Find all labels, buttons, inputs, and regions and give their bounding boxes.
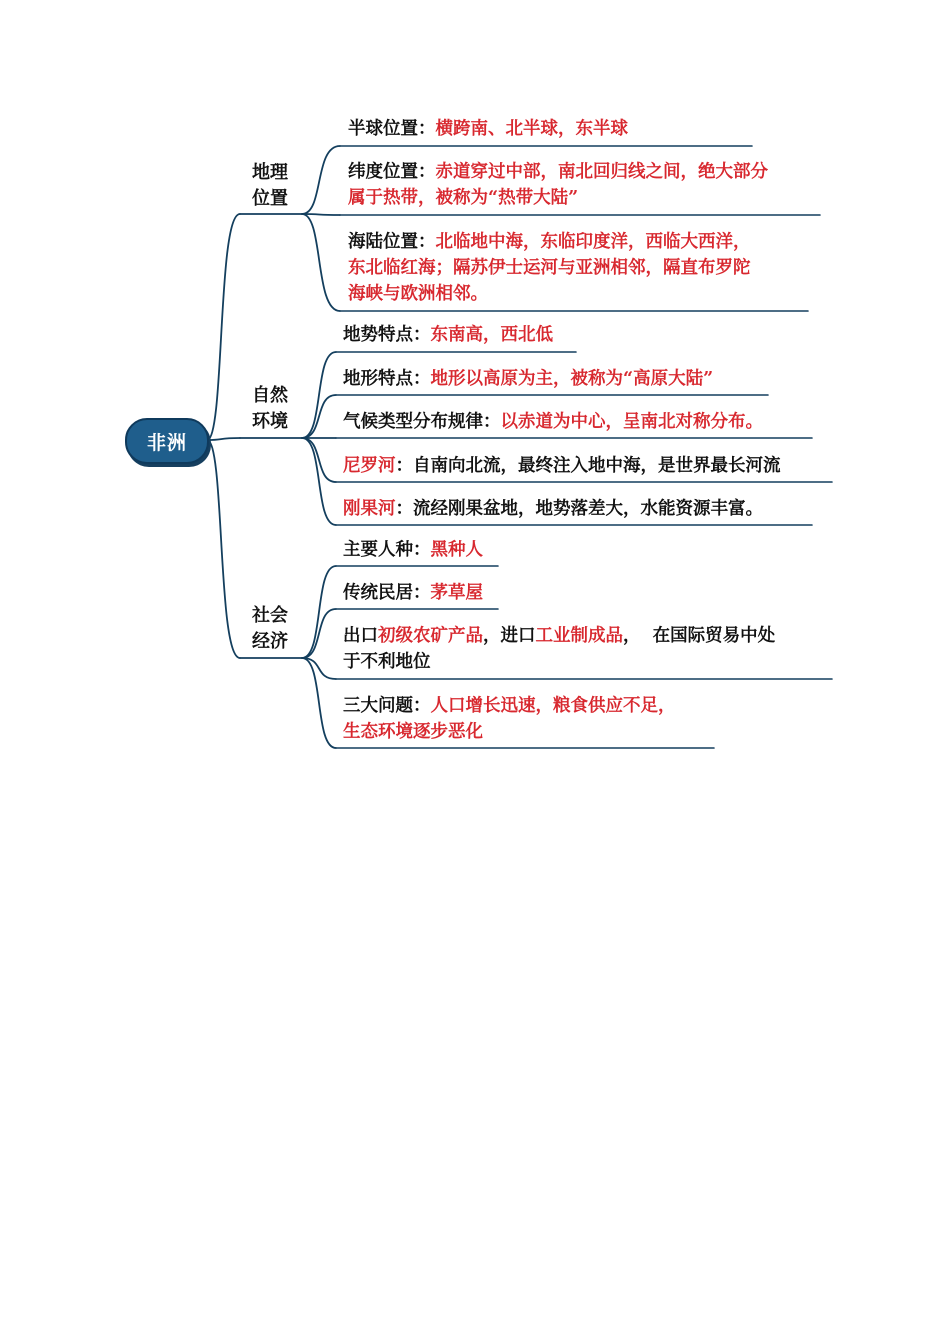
leaf-key: 气候类型分布规律：: [343, 412, 501, 432]
leaf-value: 赤道穿过中部，南北回归线之间，绝大部分: [435, 162, 768, 182]
leaf-key: 半球位置：: [348, 119, 436, 139]
branch-society-economy[interactable]: [240, 603, 300, 655]
leaf-key: 地势特点：: [343, 325, 431, 345]
leaf-hemisphere-position[interactable]: [348, 116, 628, 142]
leaf-value: 人口增长迅速，粮食供应不足，: [430, 696, 676, 716]
branch-to-leaf-curve: [302, 658, 336, 748]
leaf-climate-distribution[interactable]: [343, 409, 763, 435]
leaf-value: 初级农矿产品: [378, 626, 483, 646]
leaf-value: 北临地中海，东临印度洋，西临大西洋，: [435, 232, 751, 252]
leaf-text: 于不利地位: [343, 652, 431, 672]
leaf-text: ， 在国际贸易中处: [623, 626, 776, 646]
leaf-key: 刚果河: [343, 499, 396, 519]
leaf-key: 尼罗河: [343, 456, 396, 476]
leaf-traditional-housing[interactable]: [343, 580, 483, 606]
root-to-branch-curve: [207, 440, 240, 658]
leaf-key: 海陆位置：: [348, 232, 436, 252]
leaf-value: 海峡与欧洲相邻。: [348, 284, 488, 304]
leaf-key: 主要人种：: [343, 540, 431, 560]
leaf-text: ，进口: [483, 626, 536, 646]
leaf-key: 三大问题：: [343, 696, 431, 716]
branch-to-leaf-curve: [302, 214, 340, 215]
root-label: 非洲: [146, 431, 187, 454]
leaf-text: 出口: [343, 626, 378, 646]
leaf-value: 生态环境逐步恶化: [343, 722, 483, 742]
leaf-value: 地形以高原为主，被称为“高原大陆”: [430, 369, 714, 389]
leaf-congo-river[interactable]: [343, 496, 763, 522]
leaf-value: 茅草屋: [430, 583, 483, 603]
leaf-latitude-position[interactable]: [348, 159, 768, 211]
leaf-value: 以赤道为中心，呈南北对称分布。: [500, 412, 763, 432]
root-to-branch-curve: [207, 438, 240, 440]
branch-geographic-location[interactable]: [240, 160, 300, 212]
leaf-landform[interactable]: [343, 366, 713, 392]
leaf-trade[interactable]: [343, 623, 775, 675]
branch-label-line: 环境: [252, 411, 288, 432]
leaf-value: ：流经刚果盆地，地势落差大，水能资源丰富。: [395, 499, 763, 519]
leaf-nile-river[interactable]: [343, 453, 781, 479]
leaf-key: 传统民居：: [343, 583, 431, 603]
leaf-key: 地形特点：: [343, 369, 431, 389]
branch-label-line: 地理: [252, 162, 288, 183]
leaf-sea-land-position[interactable]: [348, 229, 751, 307]
branch-to-leaf-curve: [302, 566, 336, 658]
root-node[interactable]: [125, 418, 209, 464]
leaf-three-problems[interactable]: [343, 693, 676, 745]
branch-label-line: 经济: [252, 631, 288, 652]
leaf-main-race[interactable]: [343, 537, 483, 563]
branch-label-line: 位置: [252, 188, 288, 209]
leaf-value: 工业制成品: [535, 626, 623, 646]
branch-to-leaf-curve: [302, 146, 340, 214]
branch-label-line: 社会: [252, 605, 288, 626]
leaf-key: 纬度位置：: [348, 162, 436, 182]
branch-natural-environment[interactable]: [240, 383, 300, 435]
leaf-value: 东北临红海；隔苏伊士运河与亚洲相邻，隔直布罗陀: [348, 258, 751, 278]
leaf-value: 横跨南、北半球，东半球: [435, 119, 628, 139]
root-to-branch-curve: [207, 214, 240, 440]
leaf-value: 黑种人: [430, 540, 483, 560]
leaf-value: 东南高，西北低: [430, 325, 553, 345]
branch-label-line: 自然: [252, 385, 288, 406]
branch-to-leaf-curve: [302, 214, 340, 311]
leaf-value: ：自南向北流，最终注入地中海，是世界最长河流: [395, 456, 781, 476]
leaf-value: 属于热带，被称为“热带大陆”: [348, 188, 579, 208]
leaf-terrain-trend[interactable]: [343, 322, 553, 348]
branch-to-leaf-curve: [302, 395, 336, 438]
